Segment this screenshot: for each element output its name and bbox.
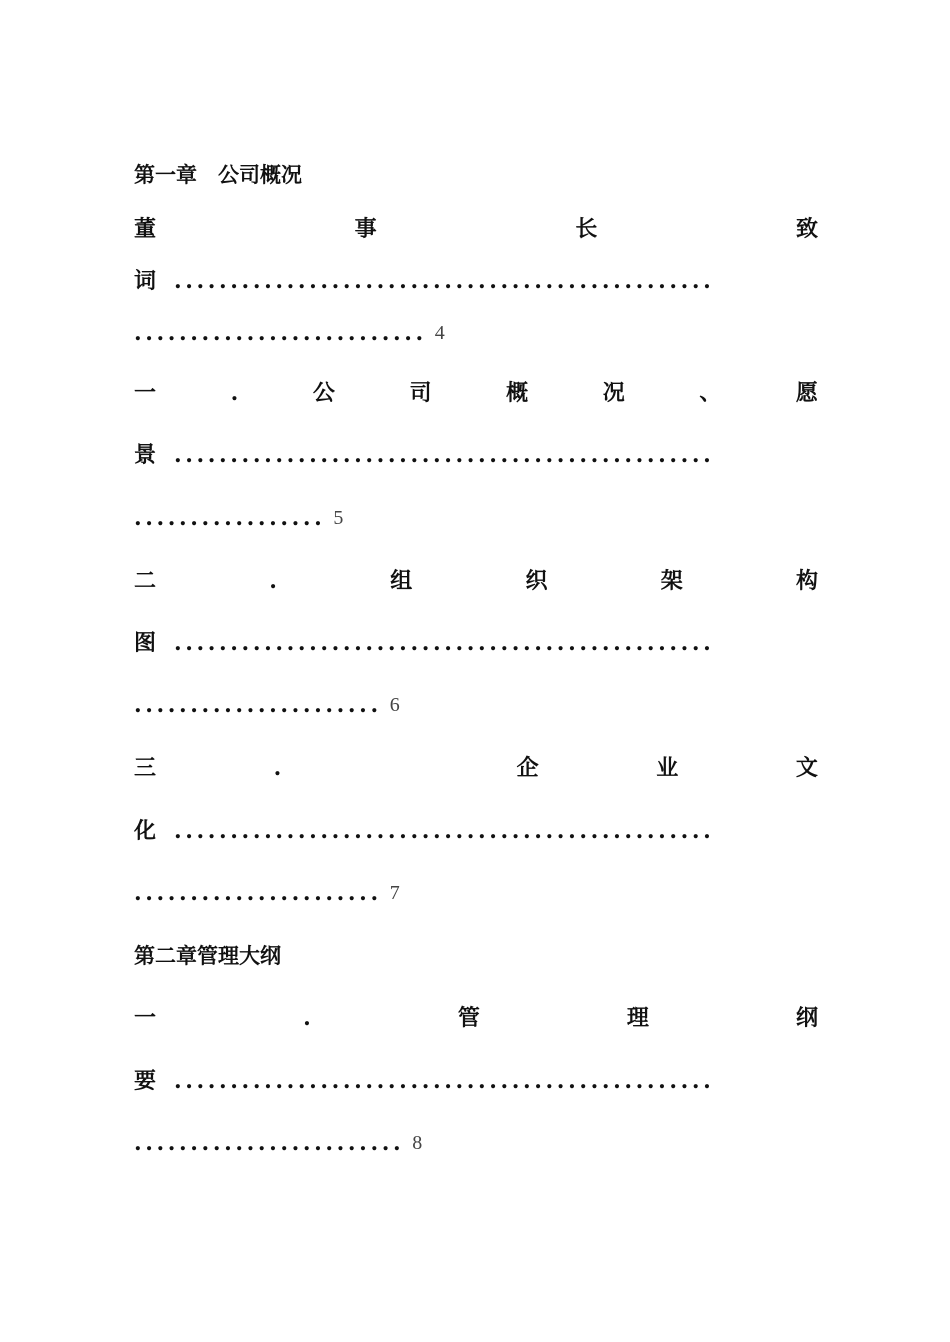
- dot-leader: ......................: [134, 692, 382, 718]
- toc-entry-2-leader: [134, 440, 818, 470]
- title-char: 三: [134, 755, 157, 781]
- title-char: .: [269, 568, 277, 594]
- toc-entry-5-title: [134, 1003, 818, 1033]
- title-char: 要: [134, 1068, 157, 1094]
- title-char: 架: [660, 568, 683, 594]
- title-char: 概: [506, 380, 529, 406]
- title-char: 事: [354, 216, 377, 242]
- dot-leader: ................................................: [174, 442, 715, 468]
- title-char: 企: [516, 755, 539, 781]
- title-char: 司: [409, 380, 432, 406]
- dot-leader: ........................: [134, 1130, 405, 1156]
- toc-entry-4-leader: [134, 816, 818, 846]
- toc-chapter-2: 第二章管理大纲: [134, 943, 281, 968]
- title-char: 化: [134, 818, 157, 844]
- dot-leader: ................................................: [174, 1068, 715, 1094]
- page-number: 5: [333, 507, 344, 529]
- title-char: 二: [134, 568, 157, 594]
- page-number: 4: [434, 322, 445, 344]
- title-char: 致: [795, 216, 818, 242]
- title-char: 一: [134, 380, 157, 406]
- toc-entry-2-page-line: [134, 503, 818, 533]
- title-char: 图: [134, 630, 157, 656]
- title-char: 文: [795, 755, 818, 781]
- page-number: 6: [389, 694, 400, 716]
- title-char: 织: [525, 568, 548, 594]
- title-char: 况: [602, 380, 625, 406]
- toc-entry-3-leader: [134, 628, 818, 658]
- page-number: 8: [412, 1132, 423, 1154]
- toc-entry-1-leader: [134, 266, 818, 296]
- title-char: .: [273, 755, 282, 781]
- toc-entry-5-leader: [134, 1066, 818, 1096]
- dot-leader: ................................................: [174, 268, 715, 294]
- toc-entry-1-title: [134, 214, 818, 244]
- title-char: 长: [575, 216, 598, 242]
- dot-leader: ..........................: [134, 320, 427, 346]
- title-char: 管: [457, 1005, 480, 1031]
- title-char: 业: [656, 755, 679, 781]
- toc-entry-3-page-line: [134, 690, 818, 720]
- title-char: 愿: [795, 380, 818, 406]
- title-char: .: [303, 1005, 311, 1031]
- toc-chapter-1: 第一章 公司概况: [134, 162, 302, 187]
- toc-entry-2-title: [134, 378, 818, 408]
- dot-leader: ......................: [134, 880, 382, 906]
- dot-leader: ................................................: [174, 818, 715, 844]
- title-char: 景: [134, 442, 157, 468]
- title-char: 、: [699, 380, 722, 406]
- title-char: 公: [312, 380, 335, 406]
- title-char: 纲: [795, 1005, 818, 1031]
- title-char: 词: [134, 268, 157, 294]
- toc-entry-5-page-line: [134, 1128, 818, 1158]
- dot-leader: ................................................: [174, 630, 715, 656]
- toc-entry-3-title: [134, 566, 818, 596]
- dot-leader: .................: [134, 505, 326, 531]
- title-char: 一: [134, 1005, 157, 1031]
- toc-entry-1-page-line: [134, 318, 818, 348]
- title-char: 理: [626, 1005, 649, 1031]
- toc-entry-4-page-line: [134, 878, 818, 908]
- toc-entry-4-title: [134, 753, 818, 783]
- page-number: 7: [389, 882, 400, 904]
- title-char: 董: [134, 216, 157, 242]
- title-char: 构: [795, 568, 818, 594]
- title-char: 组: [390, 568, 413, 594]
- title-char: .: [230, 380, 239, 406]
